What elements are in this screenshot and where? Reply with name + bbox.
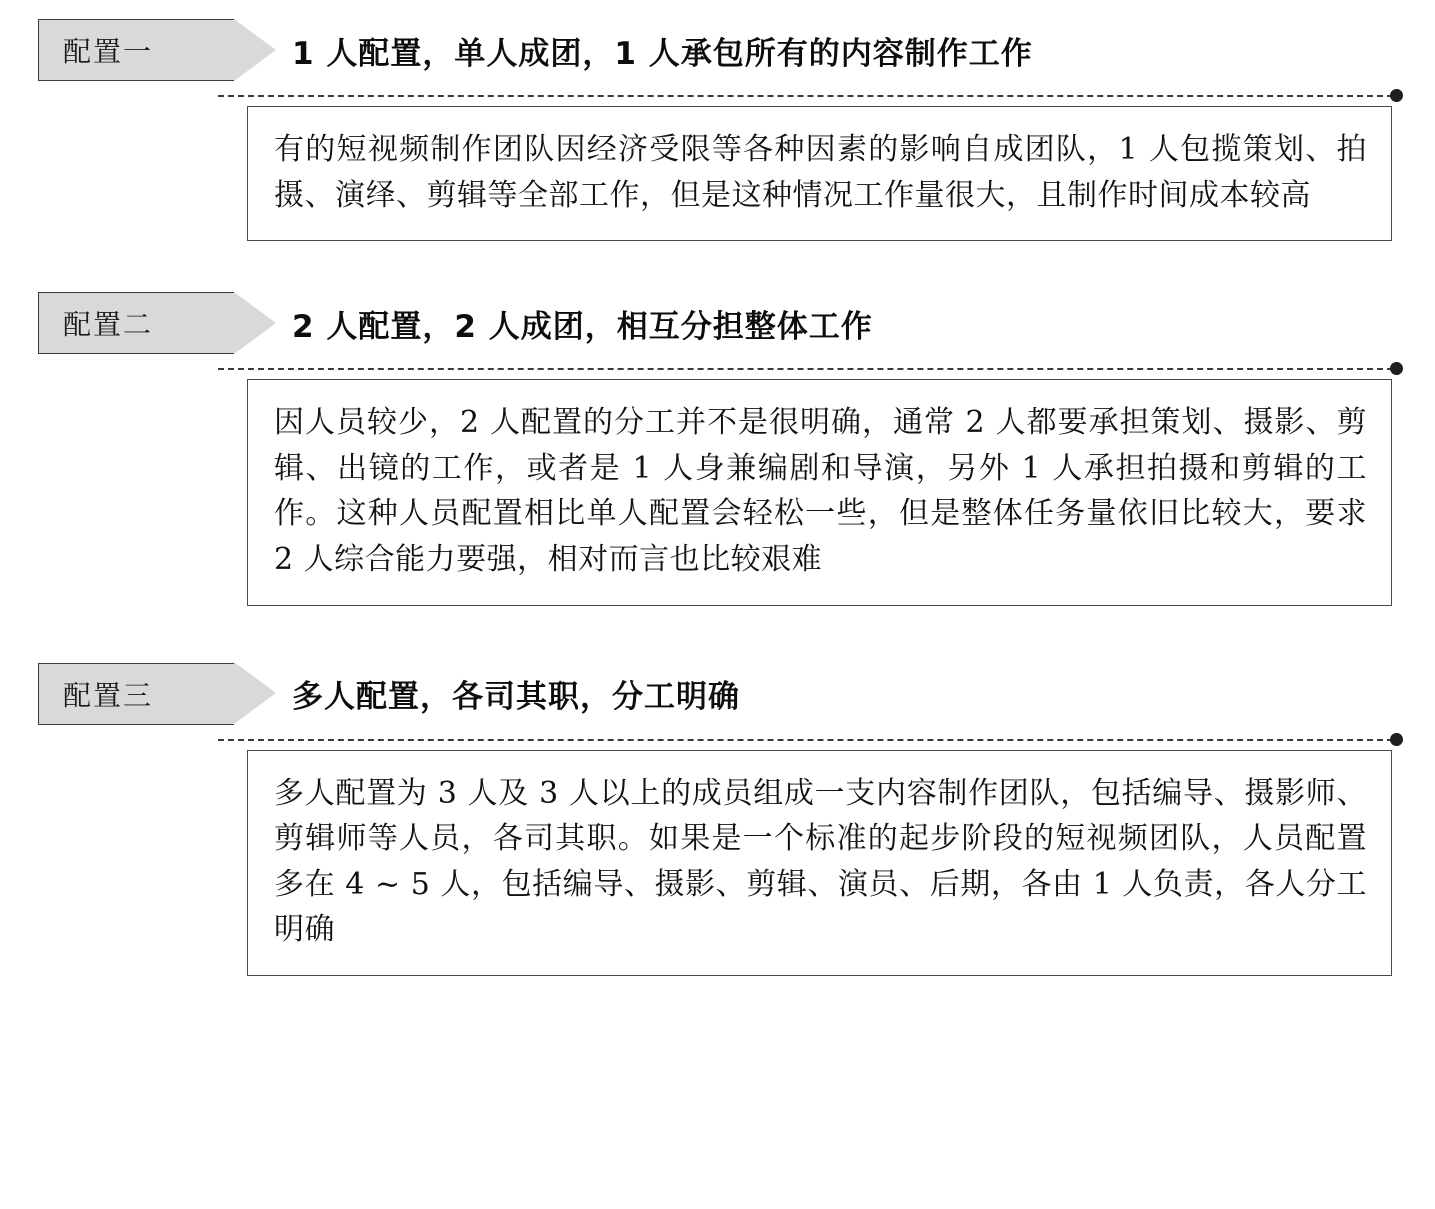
section-configuration-3: [0, 658, 1435, 976]
top-spacer: [0, 0, 1435, 14]
section-configuration-1: [0, 14, 1435, 241]
section-2-header: [0, 287, 1435, 359]
section-2-body-text: 因人员较少，2 人配置的分工并不是很明确，通常 2 人都要承担策划、摄影、剪辑、出镜的工作，或者是 1 人身兼编剧和导演，另外 1 人承担拍摄和剪辑的工作。这种人员配置相比单人配置会轻松一些，但是整体任务量依旧比较大，要求 2 人综合能力要强，相对而言也比较艰难: [274, 405, 1367, 577]
section-1-body-box: [247, 106, 1392, 241]
section-2-title: 2 人配置，2 人成团，相互分担整体工作: [292, 308, 873, 345]
section-1-connector: [218, 86, 1403, 106]
dashed-line: [218, 368, 1393, 370]
section-3-body-box: [247, 750, 1392, 976]
section-2-body-box: [247, 379, 1392, 605]
section-3-body-text: 多人配置为 3 人及 3 人以上的成员组成一支内容制作团队，包括编导、摄影师、剪辑师等人员，各司其职。如果是一个标准的起步阶段的短视频团队，人员配置多在 4 ~ 5 人，包括编导、摄影、剪辑、演员、后期，各由 1 人负责，各人分工明确: [274, 775, 1367, 948]
endpoint-dot: [1390, 362, 1403, 375]
section-3-connector: [218, 730, 1403, 750]
dashed-line: [218, 95, 1393, 97]
section-2-connector: [218, 359, 1403, 379]
section-3-tag-label: 配置三: [38, 663, 234, 725]
section-1-body-text: 有的短视频制作团队因经济受限等各种因素的影响自成团队，1 人包揽策划、拍摄、演绎、剪辑等全部工作，但是这种情况工作量很大，且制作时间成本较高: [274, 132, 1367, 213]
section-1-title: 1 人配置，单人成团，1 人承包所有的内容制作工作: [292, 35, 1033, 72]
section-configuration-2: [0, 287, 1435, 605]
section-3-header: [0, 658, 1435, 730]
section-3-title: 多人配置，各司其职，分工明确: [292, 679, 740, 716]
spacer-2: [0, 606, 1435, 658]
endpoint-dot: [1390, 89, 1403, 102]
endpoint-dot: [1390, 733, 1403, 746]
section-1-header: [0, 14, 1435, 86]
section-2-tag-label: 配置二: [38, 292, 234, 354]
section-1-tag-label: 配置一: [38, 19, 234, 81]
spacer-1: [0, 241, 1435, 287]
dashed-line: [218, 739, 1393, 741]
